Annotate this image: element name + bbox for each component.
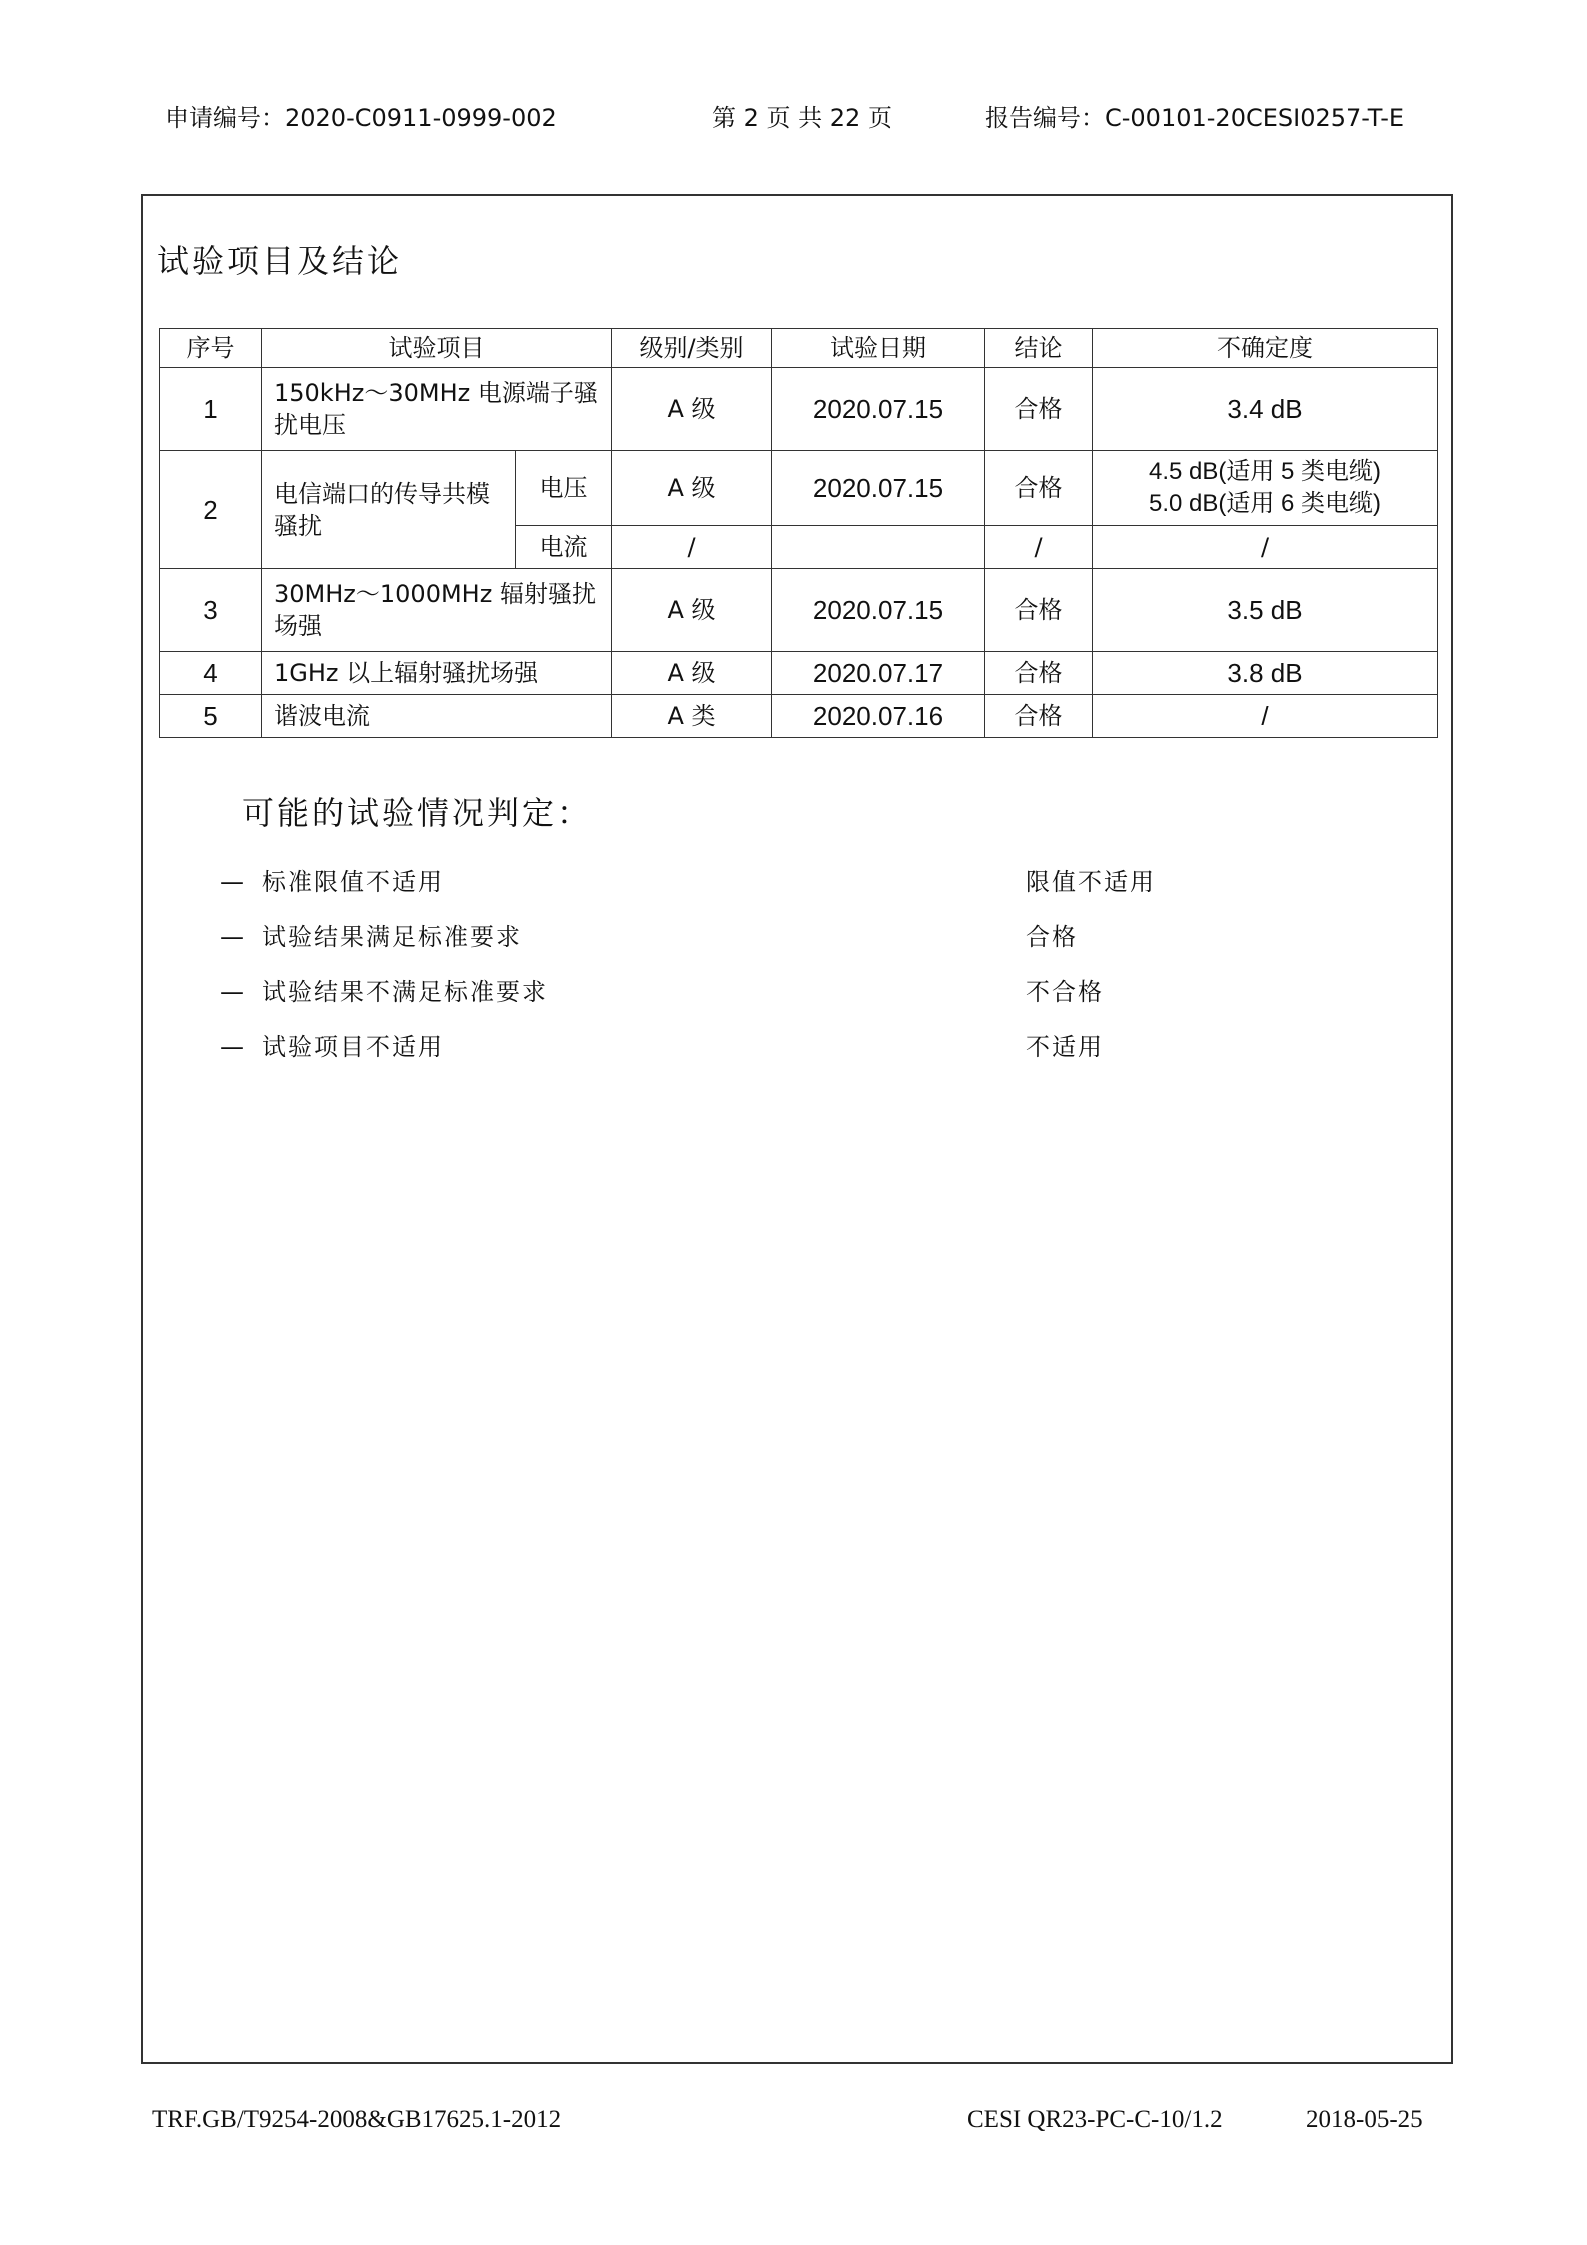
table-header-row	[160, 329, 1438, 368]
row-seq: 3	[160, 569, 262, 652]
header-uncertainty: 不确定度	[1093, 329, 1438, 368]
section-title: 试验项目及结论	[157, 242, 403, 280]
judgement-value: 不适用	[1026, 1033, 1104, 1061]
row-item: 150kHz～30MHz 电源端子骚扰电压	[262, 368, 612, 451]
row-conclusion: 合格	[985, 368, 1093, 451]
dash-bullet: —	[220, 923, 244, 951]
judgement-value: 不合格	[1026, 978, 1104, 1006]
judgement-label: 试验结果不满足标准要求	[262, 978, 548, 1006]
row-subtype: 电压	[516, 451, 612, 526]
judgement-value: 限值不适用	[1026, 868, 1156, 896]
row-grade: A 级	[612, 451, 772, 526]
judgement-label: 试验结果满足标准要求	[262, 923, 522, 951]
row-date: 2020.07.16	[772, 695, 985, 738]
row-grade: /	[612, 526, 772, 569]
row-date: 2020.07.15	[772, 569, 985, 652]
table-row	[160, 451, 1438, 526]
row-item: 30MHz～1000MHz 辐射骚扰场强	[262, 569, 612, 652]
header-conclusion: 结论	[985, 329, 1093, 368]
row-item: 1GHz 以上辐射骚扰场强	[262, 652, 612, 695]
row-uncertainty: /	[1093, 695, 1438, 738]
row-date	[772, 526, 985, 569]
row-grade: A 级	[612, 569, 772, 652]
table-row	[160, 695, 1438, 738]
dash-bullet: —	[220, 868, 244, 896]
row-conclusion: 合格	[985, 652, 1093, 695]
row-conclusion: 合格	[985, 569, 1093, 652]
row-item: 电信端口的传导共模骚扰	[262, 451, 516, 569]
row-uncertainty	[1093, 451, 1438, 526]
judgement-value: 合格	[1026, 923, 1078, 951]
header-item: 试验项目	[262, 329, 612, 368]
row-conclusion: /	[985, 526, 1093, 569]
row-seq: 1	[160, 368, 262, 451]
judgement-item	[220, 862, 1220, 902]
row-item: 谐波电流	[262, 695, 612, 738]
table-row	[160, 569, 1438, 652]
table-row	[160, 368, 1438, 451]
judgement-item	[220, 1027, 1220, 1067]
header-date: 试验日期	[772, 329, 985, 368]
row-seq: 5	[160, 695, 262, 738]
row-date: 2020.07.15	[772, 368, 985, 451]
row-grade: A 类	[612, 695, 772, 738]
uncertainty-line: 4.5 dB(适用 5 类电缆)	[1148, 458, 1382, 485]
row-grade: A 级	[612, 652, 772, 695]
row-subtype: 电流	[516, 526, 612, 569]
row-seq: 4	[160, 652, 262, 695]
row-uncertainty: 3.8 dB	[1093, 652, 1438, 695]
application-number: 申请编号：2020-C0911-0999-002	[165, 104, 557, 132]
header-grade: 级别/类别	[612, 329, 772, 368]
uncertainty-line: 5.0 dB(适用 6 类电缆)	[1148, 490, 1382, 517]
footer-form-number: CESI QR23-PC-C-10/1.2	[967, 2106, 1223, 2133]
row-seq: 2	[160, 451, 262, 569]
row-uncertainty: /	[1093, 526, 1438, 569]
row-conclusion: 合格	[985, 695, 1093, 738]
judgement-item	[220, 972, 1220, 1012]
table-row	[160, 652, 1438, 695]
dash-bullet: —	[220, 1033, 244, 1061]
footer-date: 2018-05-25	[1306, 2106, 1423, 2133]
footer-template: TRF.GB/T9254-2008&GB17625.1-2012	[152, 2106, 562, 2133]
row-date: 2020.07.15	[772, 451, 985, 526]
row-uncertainty: 3.5 dB	[1093, 569, 1438, 652]
row-conclusion: 合格	[985, 451, 1093, 526]
row-grade: A 级	[612, 368, 772, 451]
judgement-label: 试验项目不适用	[262, 1033, 444, 1061]
judgement-title: 可能的试验情况判定：	[242, 794, 593, 832]
judgement-label: 标准限值不适用	[262, 868, 444, 896]
results-table	[159, 328, 1438, 738]
row-uncertainty: 3.4 dB	[1093, 368, 1438, 451]
row-date: 2020.07.17	[772, 652, 985, 695]
report-number: 报告编号：C-00101-20CESI0257-T-E	[985, 104, 1405, 132]
header-seq: 序号	[160, 329, 262, 368]
judgement-item	[220, 917, 1220, 957]
page-indicator: 第 2 页 共 22 页	[712, 104, 892, 132]
dash-bullet: —	[220, 978, 244, 1006]
